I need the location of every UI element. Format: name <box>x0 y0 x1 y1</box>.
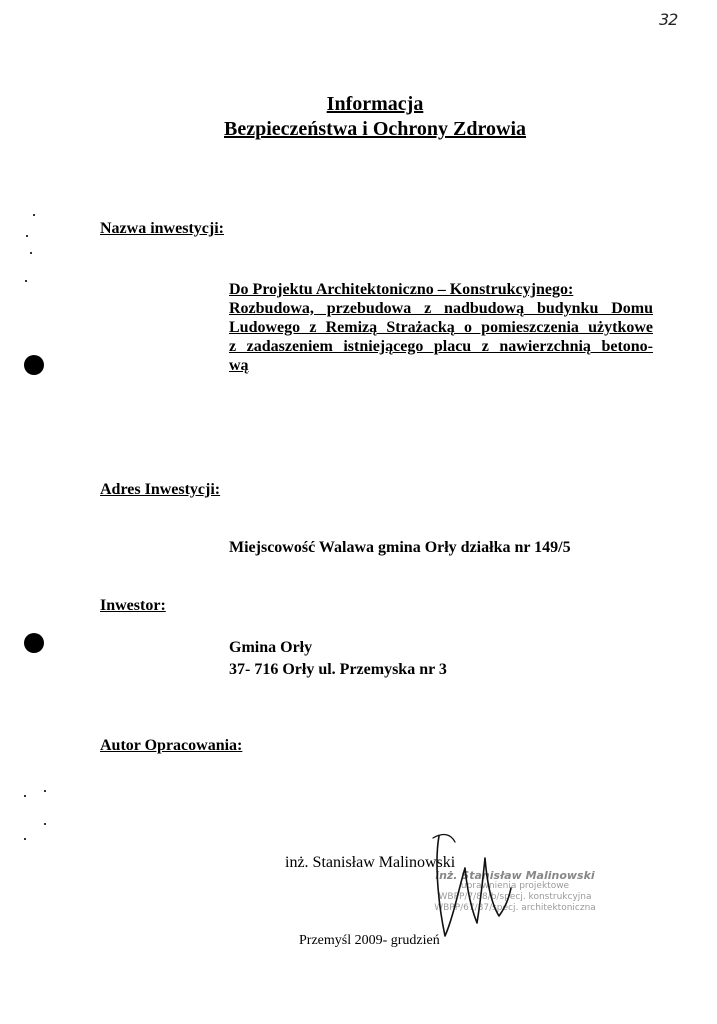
punch-hole-bottom <box>24 633 44 653</box>
investment-address-heading: Adres Inwestycji: <box>100 481 221 498</box>
investment-name-block <box>229 280 653 375</box>
scan-speck <box>44 823 46 825</box>
author-heading: Autor Opracowania: <box>100 737 243 754</box>
title-line-1: Informacja <box>326 93 424 115</box>
document-title <box>0 92 717 142</box>
scan-speck <box>44 790 46 792</box>
investment-name-line: Do Projektu Architektoniczno – Konstrukcyjnego: <box>229 281 574 298</box>
punch-hole-top <box>24 355 44 375</box>
investor-address: 37- 716 Orły ul. Przemyska nr 3 <box>229 661 447 678</box>
stamp-line: WBPP/67/87/specj. architektoniczna <box>434 903 596 913</box>
investment-name-line: z zadaszeniem istniejącego placu z nawierzchnią betono- <box>229 338 653 355</box>
investment-name-heading: Nazwa inwestycji: <box>100 220 224 237</box>
investment-name-line: Rozbudowa, przebudowa z nadbudową budynku Domu <box>229 300 653 317</box>
scan-speck <box>25 280 27 282</box>
scan-speck <box>30 252 32 254</box>
scan-speck <box>24 838 26 840</box>
author-name: inż. Stanisław Malinowski <box>285 854 456 871</box>
handwritten-signature <box>425 828 515 948</box>
investment-name-line: Ludowego z Remizą Strażacką o pomieszczenia użytkowe <box>229 319 653 336</box>
scan-speck <box>26 235 28 237</box>
investment-address-text: Miejscowość Walawa gmina Orły działka nr 149/5 <box>229 539 571 556</box>
investor-heading: Inwestor: <box>100 597 166 614</box>
scan-speck <box>33 214 35 216</box>
stamp-line: uprawnienia projektowe <box>460 881 570 891</box>
title-line-2: Bezpieczeństwa i Ochrony Zdrowia <box>223 118 527 140</box>
scan-speck <box>24 795 26 797</box>
document-date: Przemyśl 2009- grudzień <box>299 933 440 948</box>
investor-block <box>229 637 447 681</box>
investment-name-line: wą <box>229 357 249 374</box>
stamp-name: inż. Stanisław Malinowski <box>435 869 595 882</box>
page-number: 32 <box>659 10 678 29</box>
investor-name: Gmina Orły <box>229 639 313 656</box>
stamp-line: WBPP/7/88/b/specj. konstrukcyjna <box>438 892 592 902</box>
